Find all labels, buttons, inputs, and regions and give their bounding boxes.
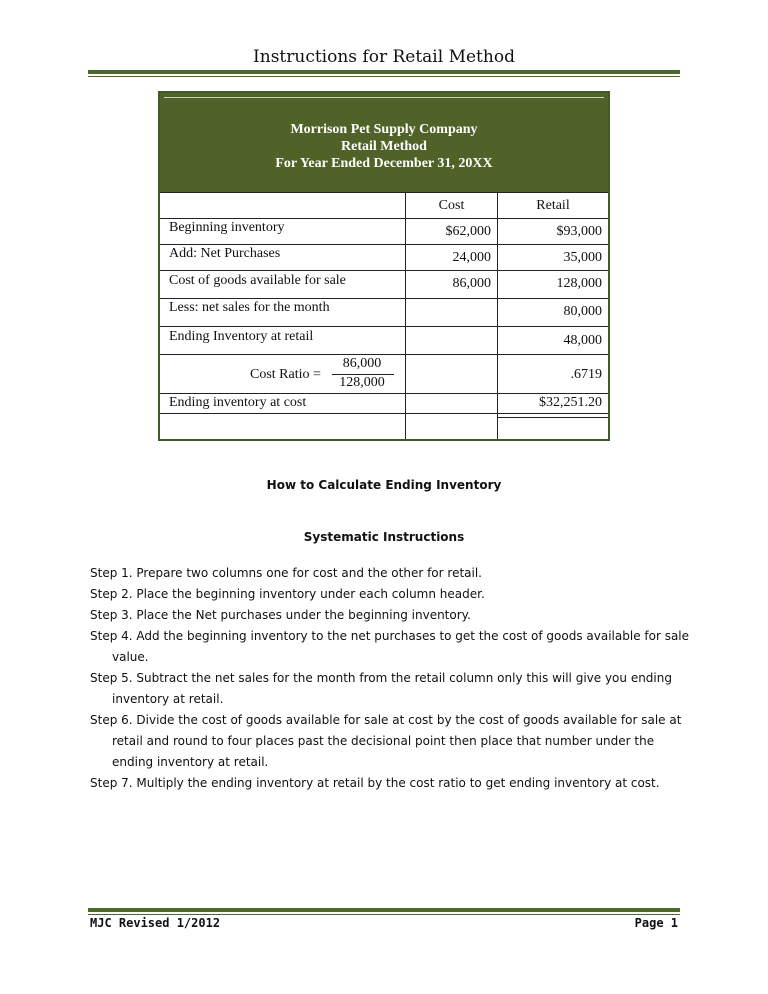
list-item: Step 1. Prepare two columns one for cost and the other for retail. [90, 566, 482, 580]
row-label: Cost of goods available for sale [169, 273, 346, 288]
header-rule [88, 70, 680, 77]
table-row [160, 270, 608, 299]
cost-value: 24,000 [452, 250, 491, 265]
row-label: Less: net sales for the month [169, 300, 330, 315]
row-label: Add: Net Purchases [169, 246, 281, 261]
cost-ratio-row [160, 354, 608, 394]
period-label: For Year Ended December 31, 20XX [275, 156, 493, 171]
list-item: Step 4. Add the beginning inventory to the net purchases to get the cost of goods available for sale value. [90, 629, 690, 664]
row-label: Beginning inventory [169, 220, 285, 235]
retail-column-header: Retail [536, 198, 570, 213]
section-subheading: Systematic Instructions [303, 530, 465, 544]
list-item: Step 7. Multiply the ending inventory at retail by the cost ratio to get ending inventory at cost. [90, 776, 660, 790]
retail-value: 35,000 [563, 250, 602, 265]
page-number: Page 1 [634, 916, 678, 930]
table-row-empty [160, 413, 608, 439]
footer-rule [88, 908, 680, 915]
retail-method-table [158, 91, 610, 441]
ratio-denominator: 128,000 [339, 375, 385, 390]
retail-value: 48,000 [563, 333, 602, 348]
list-item: Step 6. Divide the cost of goods available for sale at cost by the cost of goods available for sale at retail and round to four places past the decisional point then place that number under the ending inventory at retail. [90, 713, 682, 769]
company-name: Morrison Pet Supply Company [290, 122, 478, 137]
cost-column-header: Cost [438, 198, 465, 213]
page-title: Instructions for Retail Method [253, 47, 515, 67]
table-row [160, 244, 608, 271]
cost-value: 86,000 [452, 276, 491, 291]
list-item: Step 2. Place the beginning inventory under each column header. [90, 587, 485, 601]
column-header-row [160, 192, 608, 219]
section-heading: How to Calculate Ending Inventory [266, 478, 502, 492]
table-row [160, 298, 608, 327]
cost-value: $62,000 [445, 224, 491, 239]
row-label: Ending Inventory at retail [169, 329, 314, 344]
retail-value: 128,000 [556, 276, 602, 291]
table-row [160, 218, 608, 245]
table-grid [160, 192, 608, 439]
footer-revision: MJC Revised 1/2012 [90, 916, 221, 930]
method-name: Retail Method [341, 139, 427, 154]
retail-value: $93,000 [556, 224, 602, 239]
ratio-numerator: 86,000 [342, 356, 382, 371]
row-label: Ending inventory at cost [169, 395, 307, 410]
list-item: Step 3. Place the Net purchases under the beginning inventory. [90, 608, 471, 622]
table-row [160, 326, 608, 355]
footer [90, 916, 678, 930]
cost-ratio-label: Cost Ratio = [250, 367, 321, 382]
ending-at-cost-row [160, 393, 608, 414]
list-item: Step 5. Subtract the net sales for the month from the retail column only this will give you ending inventory at retail. [90, 671, 672, 706]
ending-cost-value: $32,251.20 [539, 395, 602, 410]
table-header-band [160, 93, 608, 192]
retail-value: 80,000 [563, 304, 602, 319]
cost-ratio-value: .6719 [570, 367, 602, 382]
steps-list [90, 563, 690, 794]
